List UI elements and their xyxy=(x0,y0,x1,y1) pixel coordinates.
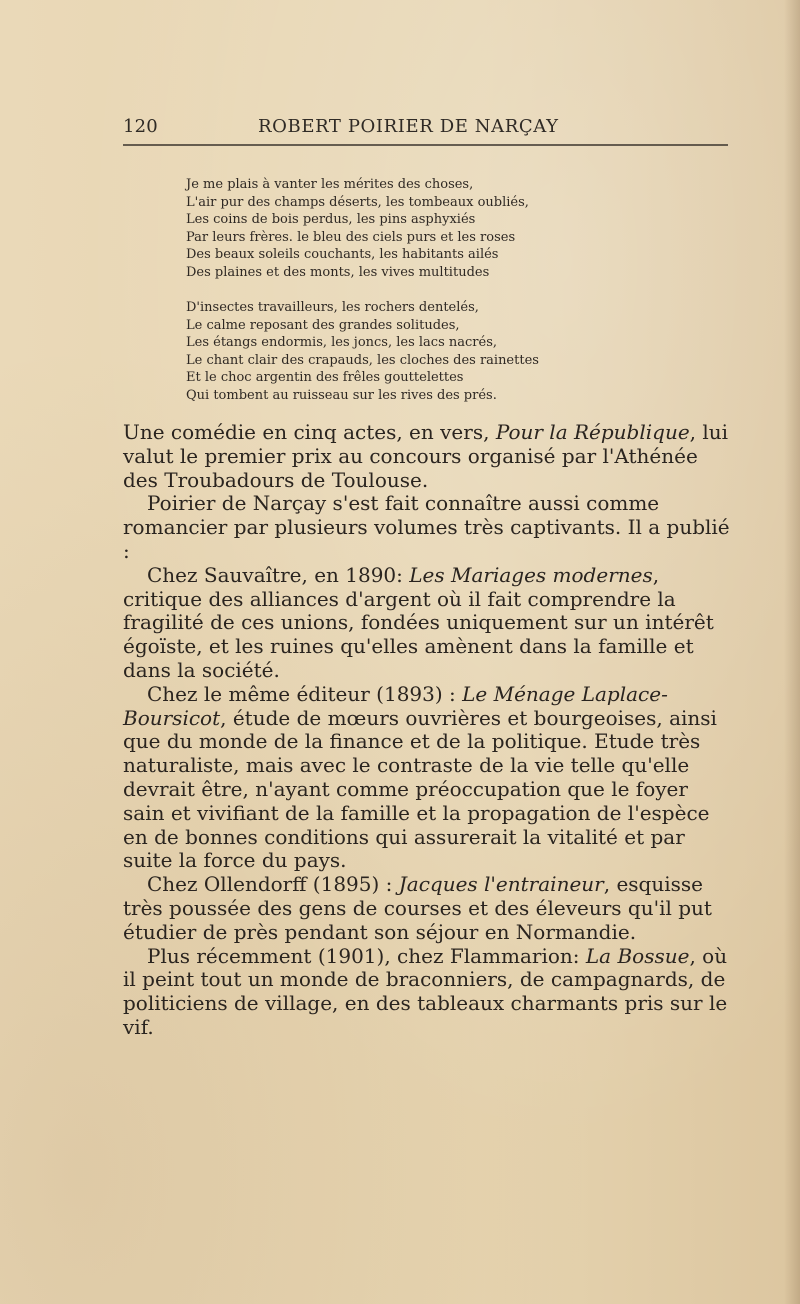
prose-body xyxy=(123,421,735,1040)
verse-line: Le chant clair des crapauds, les cloches des rainettes xyxy=(186,352,539,368)
paragraph-comedie xyxy=(123,421,735,492)
paragraph-text: Une comédie en cinq actes, en vers, xyxy=(123,420,496,444)
page-edge-shadow xyxy=(784,0,800,1304)
paragraph-text: Chez Sauvaître, en 1890: xyxy=(147,562,410,587)
verse-line: Par leurs frères. le bleu des ciels purs et les roses xyxy=(186,229,516,245)
running-title: ROBERT POIRIER DE NARÇAY xyxy=(258,116,559,137)
paragraph-text: , où il peint tout un monde de braconniers, de campagnards, de politiciens de village, en des tableaux charmants pris sur le vif. xyxy=(123,943,728,1039)
verse-line: Les étangs endormis, les joncs, les lacs nacrés, xyxy=(186,335,498,350)
work-title: Les Mariages modernes xyxy=(409,562,653,587)
paragraph-text: Chez le même éditeur (1893) : xyxy=(147,681,463,706)
work-title: La Bossue xyxy=(585,943,690,968)
running-head xyxy=(123,114,728,140)
paragraph-text: , étude de mœurs ouvrières et bourgeoises, ainsi que du monde de la finance et de la politique. Etude très naturaliste, mais avec le contraste de la vie telle qu'elle devrait être, n'ayant comme préoccupation que le foyer sain et vivifiant de la famille et la propagation de l'espèce en de bonnes conditions qui assurerait la vitalité et par suite la force du pays. xyxy=(123,705,717,873)
paragraph-menage xyxy=(123,683,735,873)
verse-line: Qui tombent au ruisseau sur les rives des prés. xyxy=(186,387,497,403)
paragraph-sauvaitre xyxy=(123,564,735,683)
paragraph-ollendorff xyxy=(123,873,735,944)
paragraph-flammarion xyxy=(123,945,735,1040)
paragraph-text: , esquisse très poussée des gens de courses et des éleveurs qu'il put étudier de près pendant son séjour en Normandie. xyxy=(123,872,712,944)
poem-stanza-1 xyxy=(186,176,726,281)
paragraph-text: , critique des alliances d'argent où il fait comprendre la fragilité de ces unions, fondées uniquement sur un intérêt égoïste, et les ruines qu'elles amènent dans la famille et dans la société. xyxy=(123,562,714,682)
verse-line: Des plaines et des monts, les vives multitudes xyxy=(186,264,490,280)
paragraph-text: Plus récemment (1901), chez Flammarion: xyxy=(147,943,586,968)
paragraph-text: Chez Ollendorff (1895) : xyxy=(147,872,399,897)
work-title: Pour la République xyxy=(495,420,690,444)
paragraph-text: , lui valut le premier prix au concours organisé par l'Athénée des Troubadours de Toulouse. xyxy=(123,420,729,492)
work-title: Jacques l'entraineur xyxy=(398,872,604,897)
paragraph-romancier xyxy=(123,492,735,563)
poem-stanza-2 xyxy=(186,299,726,404)
verse-line: Le calme reposant des grandes solitudes, xyxy=(186,317,460,333)
page-number: 120 xyxy=(123,116,158,137)
verse-line: L'air pur des champs déserts, les tombeaux oubliés, xyxy=(186,194,529,210)
header-rule xyxy=(123,144,728,146)
verse-line: D'insectes travailleurs, les rochers dentelés, xyxy=(186,300,479,315)
verse-line: Et le choc argentin des frêles gouttelettes xyxy=(186,370,464,385)
verse-line: Je me plais à vanter les mérites des choses, xyxy=(186,177,474,192)
verse-line: Des beaux soleils couchants, les habitants ailés xyxy=(186,247,499,262)
paragraph-text: Poirier de Narçay s'est fait connaître aussi comme romancier par plusieurs volumes très captivants. Il a publié : xyxy=(123,491,730,563)
verse-line: Les coins de bois perdus, les pins asphyxiés xyxy=(186,212,476,227)
poem xyxy=(186,176,726,422)
work-title: Le Ménage Laplace-Boursicot xyxy=(123,681,668,730)
